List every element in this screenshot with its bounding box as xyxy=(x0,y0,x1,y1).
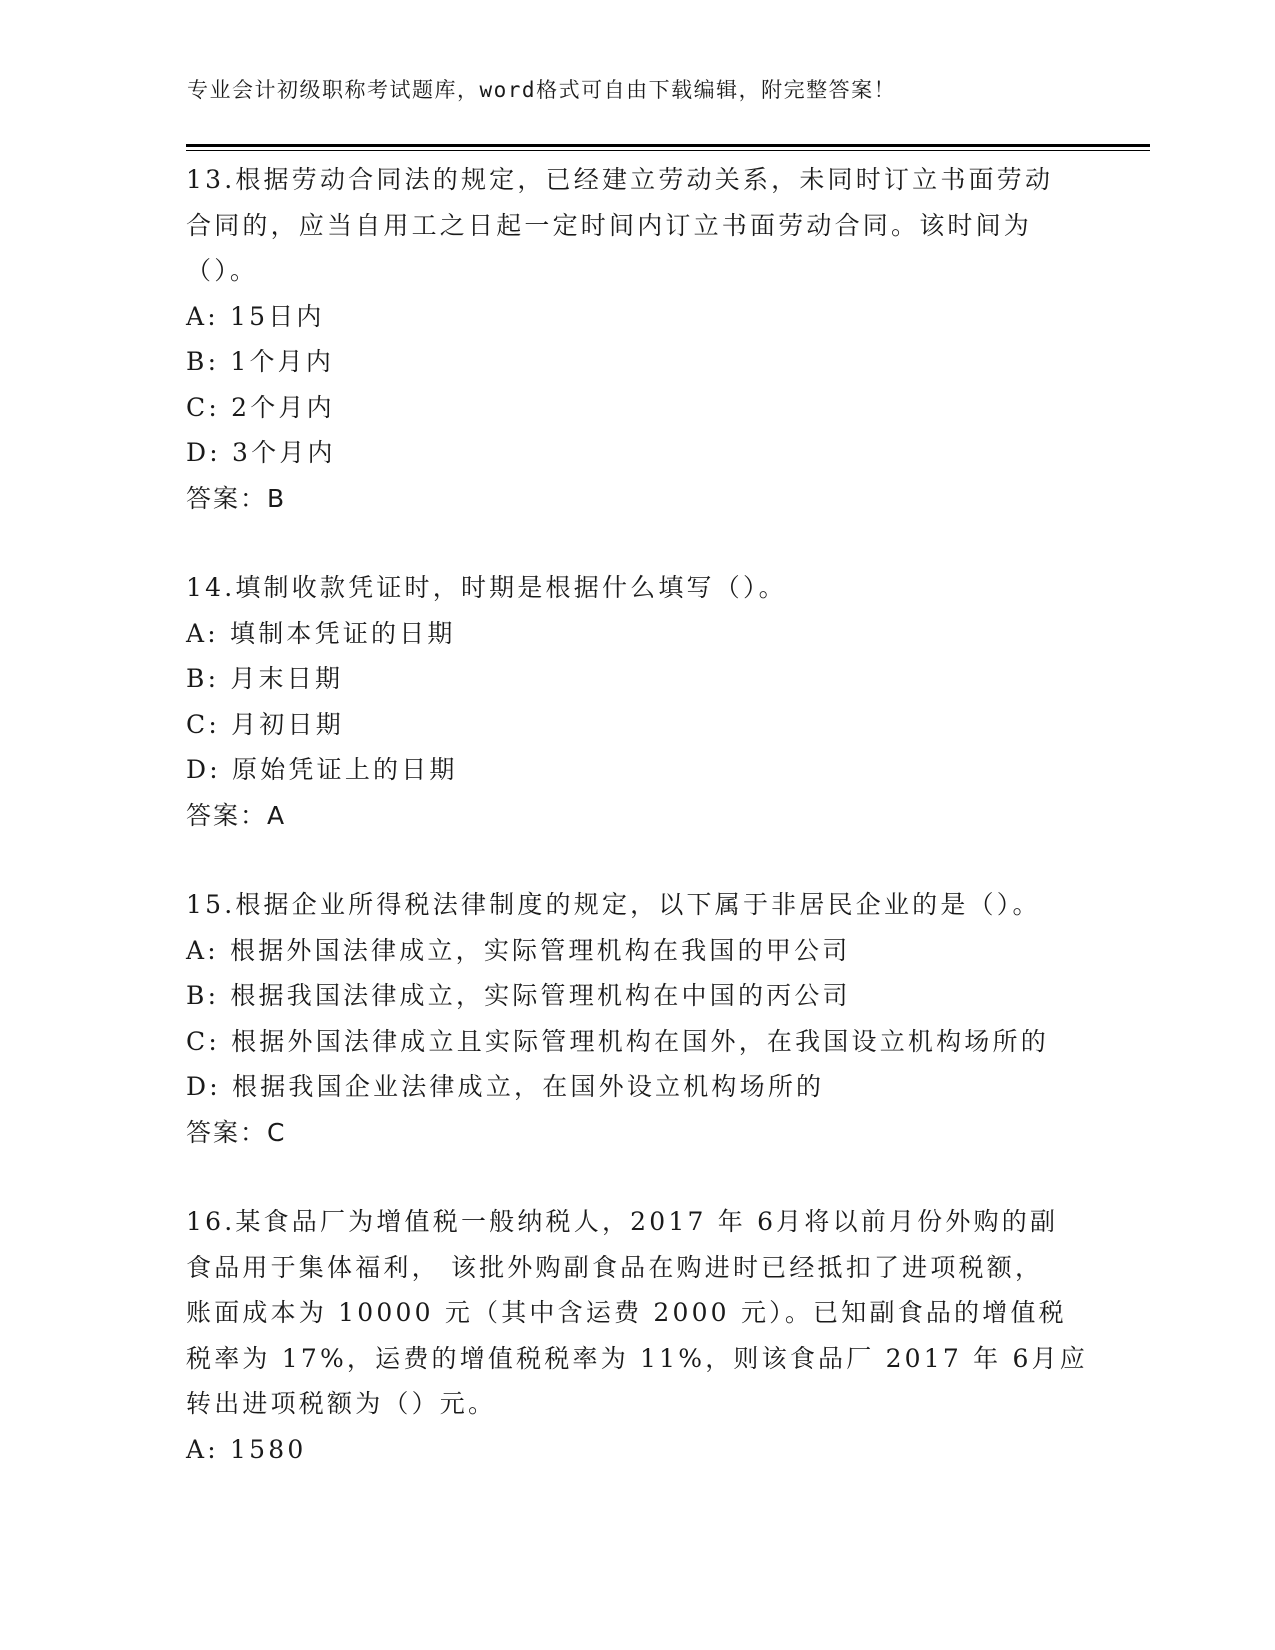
question-text-line: 转出进项税额为（）元。 xyxy=(186,1389,497,1418)
answer: 答案：B xyxy=(186,483,287,513)
spacer xyxy=(186,1155,1086,1199)
question-text-line: 食品用于集体福利， 该批外购副食品在购进时已经抵扣了进项税额， xyxy=(186,1252,1044,1282)
question-text-line: （）。 xyxy=(186,256,259,285)
page-header: 专业会计初级职称考试题库，word格式可自由下载编辑，附完整答案！ xyxy=(187,78,897,102)
question-text-line: 15.根据企业所得税法律制度的规定，以下属于非居民企业的是（）。 xyxy=(186,890,1041,919)
option-b: B: 月末日期 xyxy=(186,664,344,693)
option-d: D: 3个月内 xyxy=(186,438,336,467)
option-c: C: 2个月内 xyxy=(186,392,335,422)
question-14 xyxy=(186,565,1086,838)
option-b: B: 1个月内 xyxy=(186,347,335,376)
option-d: D: 根据我国企业法律成立，在国外设立机构场所的 xyxy=(186,1072,825,1101)
question-text-line: 合同的，应当自用工之日起一定时间内订立书面劳动合同。该时间为 xyxy=(186,210,1033,240)
question-16 xyxy=(186,1199,1086,1472)
question-13 xyxy=(186,157,1086,521)
option-a: A: 填制本凭证的日期 xyxy=(186,618,456,648)
question-list xyxy=(186,157,1086,1472)
question-text-line: 14.填制收款凭证时，时期是根据什么填写（）。 xyxy=(186,573,787,602)
question-text-line: 账面成本为 10000 元（其中含运费 2000 元）。已知副食品的增值税 xyxy=(186,1298,1067,1327)
option-d: D: 原始凭证上的日期 xyxy=(186,755,458,784)
spacer xyxy=(186,521,1086,565)
question-text-line: 税率为 17%，运费的增值税税率为 11%，则该食品厂 2017 年 6月应 xyxy=(186,1343,1088,1373)
option-a: A: 根据外国法律成立，实际管理机构在我国的甲公司 xyxy=(186,935,851,965)
option-a: A: 1580 xyxy=(186,1434,307,1464)
spacer xyxy=(186,838,1086,882)
header-rule-thick xyxy=(186,144,1150,147)
header-rule-thin xyxy=(186,150,1150,151)
answer: 答案：C xyxy=(186,1117,287,1147)
option-b: B: 根据我国法律成立，实际管理机构在中国的丙公司 xyxy=(186,981,851,1010)
question-text-line: 16.某食品厂为增值税一般纳税人，2017 年 6月将以前月份外购的副 xyxy=(186,1207,1059,1236)
option-c: C: 月初日期 xyxy=(186,709,344,739)
question-15 xyxy=(186,882,1086,1155)
answer: 答案：A xyxy=(186,800,287,830)
option-a: A: 15日内 xyxy=(186,301,325,331)
question-text-line: 13.根据劳动合同法的规定，已经建立劳动关系，未同时订立书面劳动 xyxy=(186,165,1054,194)
option-c: C: 根据外国法律成立且实际管理机构在国外，在我国设立机构场所的 xyxy=(186,1026,1049,1056)
